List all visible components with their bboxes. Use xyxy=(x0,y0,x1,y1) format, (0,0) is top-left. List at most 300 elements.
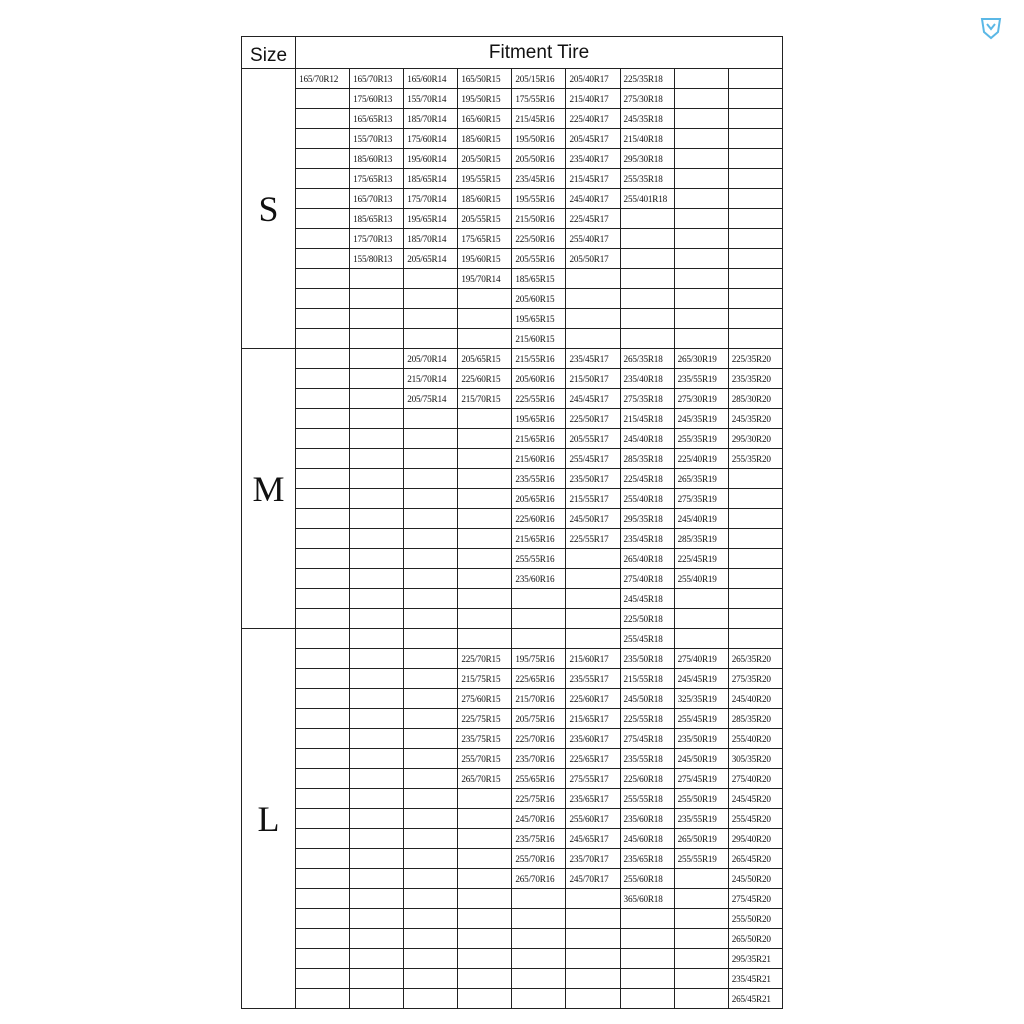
tire-size-cell: 285/35R20 xyxy=(728,709,782,729)
tire-size-cell: 205/50R17 xyxy=(566,249,620,269)
tire-size-cell: 275/40R18 xyxy=(620,569,674,589)
tire-size-cell xyxy=(350,729,404,749)
tire-size-cell: 215/60R16 xyxy=(512,449,566,469)
tire-size-cell: 245/45R17 xyxy=(566,389,620,409)
tire-size-cell xyxy=(350,869,404,889)
tire-size-cell: 165/60R14 xyxy=(404,69,458,89)
tire-size-cell: 235/50R18 xyxy=(620,649,674,669)
tire-size-cell xyxy=(404,529,458,549)
tire-size-cell xyxy=(458,489,512,509)
tire-size-cell xyxy=(350,689,404,709)
table-row xyxy=(242,849,783,869)
tire-size-cell xyxy=(458,469,512,489)
tire-size-cell: 245/35R19 xyxy=(674,409,728,429)
tire-size-cell xyxy=(404,489,458,509)
tire-size-cell: 225/35R20 xyxy=(728,349,782,369)
tire-size-cell xyxy=(620,989,674,1009)
tire-size-cell: 295/40R20 xyxy=(728,829,782,849)
tire-size-cell xyxy=(728,89,782,109)
tire-size-cell xyxy=(296,689,350,709)
tire-size-cell: 215/60R17 xyxy=(566,649,620,669)
tire-size-cell xyxy=(404,589,458,609)
size-label-m: M xyxy=(242,349,296,629)
tire-size-cell: 275/30R19 xyxy=(674,389,728,409)
tire-size-cell xyxy=(728,549,782,569)
table-row xyxy=(242,829,783,849)
tire-size-cell: 235/65R17 xyxy=(566,789,620,809)
tire-size-cell: 185/60R13 xyxy=(350,149,404,169)
table-row xyxy=(242,789,783,809)
tire-size-cell: 205/45R17 xyxy=(566,129,620,149)
tire-size-cell xyxy=(350,309,404,329)
tire-size-cell: 235/55R18 xyxy=(620,749,674,769)
tire-size-cell: 255/50R19 xyxy=(674,789,728,809)
tire-size-cell: 215/70R14 xyxy=(404,369,458,389)
tire-size-cell xyxy=(350,849,404,869)
tire-size-cell xyxy=(404,709,458,729)
tire-size-cell xyxy=(674,109,728,129)
tire-size-cell: 245/40R19 xyxy=(674,509,728,529)
tire-size-cell xyxy=(350,649,404,669)
tire-size-cell: 215/60R15 xyxy=(512,329,566,349)
tire-size-cell xyxy=(458,529,512,549)
tire-size-cell xyxy=(512,969,566,989)
tire-size-cell: 225/45R17 xyxy=(566,209,620,229)
tire-size-cell xyxy=(296,869,350,889)
tire-size-cell: 235/35R20 xyxy=(728,369,782,389)
tire-size-cell xyxy=(458,629,512,649)
tire-size-cell: 245/35R20 xyxy=(728,409,782,429)
tire-size-cell: 235/75R16 xyxy=(512,829,566,849)
tire-size-cell xyxy=(566,329,620,349)
tire-size-cell xyxy=(728,589,782,609)
tire-size-cell: 215/45R16 xyxy=(512,109,566,129)
tire-size-cell: 195/75R16 xyxy=(512,649,566,669)
tire-size-cell: 245/50R18 xyxy=(620,689,674,709)
tire-size-cell xyxy=(674,149,728,169)
tire-size-cell xyxy=(620,909,674,929)
tire-size-cell xyxy=(620,209,674,229)
tire-size-cell: 215/55R16 xyxy=(512,349,566,369)
tire-size-cell: 225/55R16 xyxy=(512,389,566,409)
tire-size-cell xyxy=(296,149,350,169)
tire-size-cell xyxy=(296,649,350,669)
tire-size-cell xyxy=(296,709,350,729)
tire-size-cell: 235/50R17 xyxy=(566,469,620,489)
tire-size-cell xyxy=(350,829,404,849)
tire-size-cell: 255/45R17 xyxy=(566,449,620,469)
table-row xyxy=(242,289,783,309)
tire-size-cell xyxy=(296,609,350,629)
tire-size-cell: 165/50R15 xyxy=(458,69,512,89)
tire-size-cell xyxy=(296,89,350,109)
tire-size-cell xyxy=(296,949,350,969)
tire-size-cell: 185/70R14 xyxy=(404,109,458,129)
tire-size-cell: 215/45R17 xyxy=(566,169,620,189)
tire-size-cell xyxy=(350,629,404,649)
tire-size-cell xyxy=(566,309,620,329)
tire-size-cell: 215/70R16 xyxy=(512,689,566,709)
tire-size-cell: 245/40R20 xyxy=(728,689,782,709)
tire-size-cell xyxy=(674,249,728,269)
tire-size-cell xyxy=(458,329,512,349)
tire-size-cell: 255/45R20 xyxy=(728,809,782,829)
tire-size-cell: 225/55R17 xyxy=(566,529,620,549)
tire-size-cell xyxy=(350,889,404,909)
tire-size-cell xyxy=(620,309,674,329)
tire-size-cell: 235/40R18 xyxy=(620,369,674,389)
tire-size-cell xyxy=(350,269,404,289)
tire-size-cell: 205/55R15 xyxy=(458,209,512,229)
tire-size-cell xyxy=(674,969,728,989)
tire-size-cell xyxy=(296,269,350,289)
tire-size-cell xyxy=(404,469,458,489)
tire-size-cell: 165/70R13 xyxy=(350,69,404,89)
table-row xyxy=(242,549,783,569)
tire-size-cell: 245/45R19 xyxy=(674,669,728,689)
tire-size-cell: 215/70R15 xyxy=(458,389,512,409)
tire-size-cell: 285/35R18 xyxy=(620,449,674,469)
table-row xyxy=(242,309,783,329)
tire-size-cell xyxy=(674,269,728,289)
tire-size-cell: 265/35R19 xyxy=(674,469,728,489)
tire-size-cell xyxy=(350,469,404,489)
table-row xyxy=(242,389,783,409)
tire-size-cell: 245/40R18 xyxy=(620,429,674,449)
tire-size-cell xyxy=(566,929,620,949)
table-row xyxy=(242,649,783,669)
tire-size-cell: 235/50R19 xyxy=(674,729,728,749)
tire-size-cell xyxy=(404,969,458,989)
tire-size-cell xyxy=(296,409,350,429)
tire-size-cell xyxy=(458,409,512,429)
tire-size-cell xyxy=(404,309,458,329)
fitment-tire-header: Fitment Tire xyxy=(296,37,783,69)
tire-size-cell xyxy=(674,89,728,109)
tire-size-cell: 175/65R13 xyxy=(350,169,404,189)
fitment-table xyxy=(241,36,783,1009)
tire-size-cell xyxy=(404,909,458,929)
tire-size-cell xyxy=(404,829,458,849)
table-row xyxy=(242,689,783,709)
tire-size-cell: 225/50R17 xyxy=(566,409,620,429)
tire-size-cell: 275/35R20 xyxy=(728,669,782,689)
tire-size-cell xyxy=(404,329,458,349)
tire-size-cell: 225/65R16 xyxy=(512,669,566,689)
tire-size-cell xyxy=(296,849,350,869)
tire-size-cell: 165/70R12 xyxy=(296,69,350,89)
tire-size-cell: 235/45R17 xyxy=(566,349,620,369)
tire-size-cell xyxy=(404,789,458,809)
table-row xyxy=(242,989,783,1009)
tire-size-cell xyxy=(350,369,404,389)
tire-size-cell xyxy=(296,369,350,389)
tire-size-cell xyxy=(512,589,566,609)
tire-size-cell: 295/30R18 xyxy=(620,149,674,169)
tire-size-cell xyxy=(296,209,350,229)
tire-size-cell xyxy=(350,709,404,729)
tire-size-cell: 195/60R14 xyxy=(404,149,458,169)
tire-size-cell: 235/60R16 xyxy=(512,569,566,589)
tire-size-cell xyxy=(350,909,404,929)
tire-size-cell: 265/45R20 xyxy=(728,849,782,869)
tire-size-cell: 255/55R16 xyxy=(512,549,566,569)
tire-size-cell: 205/40R17 xyxy=(566,69,620,89)
tire-size-cell: 195/55R16 xyxy=(512,189,566,209)
tire-size-cell: 255/45R19 xyxy=(674,709,728,729)
tire-size-cell xyxy=(566,549,620,569)
tire-size-cell xyxy=(566,909,620,929)
tire-size-cell xyxy=(458,609,512,629)
tire-size-cell xyxy=(296,789,350,809)
tire-size-cell: 165/60R15 xyxy=(458,109,512,129)
tire-size-cell xyxy=(458,429,512,449)
tire-size-cell: 225/70R16 xyxy=(512,729,566,749)
tire-size-cell: 195/55R15 xyxy=(458,169,512,189)
tire-size-cell: 195/50R16 xyxy=(512,129,566,149)
tire-size-cell xyxy=(458,809,512,829)
tire-size-cell: 275/35R18 xyxy=(620,389,674,409)
tire-size-cell xyxy=(296,449,350,469)
tire-size-cell xyxy=(458,569,512,589)
tire-size-cell xyxy=(296,969,350,989)
tire-size-cell xyxy=(296,769,350,789)
tire-size-cell: 215/75R15 xyxy=(458,669,512,689)
tire-size-cell xyxy=(674,209,728,229)
tire-size-cell xyxy=(296,529,350,549)
tire-size-cell xyxy=(728,509,782,529)
table-row xyxy=(242,149,783,169)
tire-size-cell: 215/40R17 xyxy=(566,89,620,109)
tire-size-cell: 245/65R17 xyxy=(566,829,620,849)
tire-size-cell xyxy=(404,549,458,569)
tire-size-cell: 225/65R17 xyxy=(566,749,620,769)
tire-size-cell: 285/30R20 xyxy=(728,389,782,409)
tire-size-cell xyxy=(458,509,512,529)
tire-size-cell xyxy=(728,329,782,349)
table-row xyxy=(242,889,783,909)
tire-size-cell: 245/45R18 xyxy=(620,589,674,609)
tire-size-cell xyxy=(296,309,350,329)
table-row xyxy=(242,269,783,289)
tire-size-cell: 265/70R16 xyxy=(512,869,566,889)
tire-size-cell: 255/401R18 xyxy=(620,189,674,209)
tire-size-cell xyxy=(296,629,350,649)
tire-size-cell xyxy=(728,469,782,489)
table-row xyxy=(242,949,783,969)
tire-size-cell xyxy=(674,289,728,309)
tire-size-cell: 205/50R15 xyxy=(458,149,512,169)
tire-size-cell xyxy=(566,589,620,609)
tire-size-cell xyxy=(674,129,728,149)
table-row xyxy=(242,189,783,209)
tire-size-cell xyxy=(296,669,350,689)
tire-size-cell: 235/75R15 xyxy=(458,729,512,749)
tire-size-cell: 265/40R18 xyxy=(620,549,674,569)
tire-size-cell xyxy=(566,889,620,909)
tire-size-cell: 225/75R16 xyxy=(512,789,566,809)
tire-size-cell: 185/65R14 xyxy=(404,169,458,189)
tire-size-cell xyxy=(458,549,512,569)
tire-size-cell xyxy=(620,269,674,289)
tire-size-cell: 225/60R16 xyxy=(512,509,566,529)
tire-size-cell xyxy=(404,869,458,889)
tire-size-cell xyxy=(296,289,350,309)
tire-size-cell: 225/35R18 xyxy=(620,69,674,89)
tire-size-cell: 175/60R14 xyxy=(404,129,458,149)
tire-size-cell: 255/35R19 xyxy=(674,429,728,449)
tire-size-cell xyxy=(404,649,458,669)
tire-size-cell xyxy=(350,489,404,509)
table-row xyxy=(242,129,783,149)
tire-size-cell xyxy=(620,229,674,249)
tire-size-cell xyxy=(728,309,782,329)
tire-size-cell xyxy=(458,289,512,309)
tire-size-cell xyxy=(512,889,566,909)
tire-size-cell xyxy=(674,869,728,889)
tire-size-cell xyxy=(674,329,728,349)
tire-size-cell xyxy=(728,609,782,629)
tire-size-cell xyxy=(512,629,566,649)
tire-size-cell: 195/65R14 xyxy=(404,209,458,229)
tire-size-cell: 215/40R18 xyxy=(620,129,674,149)
tire-size-cell xyxy=(404,449,458,469)
tire-size-cell: 185/70R14 xyxy=(404,229,458,249)
tire-size-cell xyxy=(350,949,404,969)
tire-size-cell xyxy=(458,989,512,1009)
tire-size-cell: 225/75R15 xyxy=(458,709,512,729)
tire-size-cell: 275/45R20 xyxy=(728,889,782,909)
tire-size-cell: 235/40R17 xyxy=(566,149,620,169)
tire-size-cell: 205/75R14 xyxy=(404,389,458,409)
tire-size-cell xyxy=(458,889,512,909)
tire-size-cell xyxy=(404,609,458,629)
tire-size-cell: 215/65R16 xyxy=(512,529,566,549)
tire-size-cell xyxy=(296,509,350,529)
tire-size-cell: 325/35R19 xyxy=(674,689,728,709)
tire-size-cell: 195/70R14 xyxy=(458,269,512,289)
tire-size-cell: 255/50R20 xyxy=(728,909,782,929)
tire-size-cell: 255/65R16 xyxy=(512,769,566,789)
tire-size-cell: 255/40R20 xyxy=(728,729,782,749)
tire-size-cell: 215/50R17 xyxy=(566,369,620,389)
tire-size-cell xyxy=(566,989,620,1009)
tire-size-cell xyxy=(350,929,404,949)
tire-size-cell: 235/60R18 xyxy=(620,809,674,829)
tire-size-cell xyxy=(296,549,350,569)
tire-size-cell xyxy=(674,169,728,189)
tire-size-cell: 205/65R15 xyxy=(458,349,512,369)
tire-size-cell: 215/65R16 xyxy=(512,429,566,449)
table-row xyxy=(242,929,783,949)
tire-size-cell: 205/60R15 xyxy=(512,289,566,309)
tire-size-cell xyxy=(566,969,620,989)
tire-size-cell xyxy=(350,769,404,789)
tire-size-cell xyxy=(728,629,782,649)
tire-size-cell: 235/65R18 xyxy=(620,849,674,869)
tire-size-cell xyxy=(404,769,458,789)
tire-size-cell xyxy=(296,329,350,349)
tire-size-cell xyxy=(566,289,620,309)
tire-size-cell: 275/45R19 xyxy=(674,769,728,789)
tire-size-cell xyxy=(296,489,350,509)
table-row xyxy=(242,349,783,369)
tire-size-cell xyxy=(674,909,728,929)
tire-size-cell: 155/80R13 xyxy=(350,249,404,269)
table-row xyxy=(242,409,783,429)
tire-size-cell xyxy=(512,609,566,629)
tire-size-cell xyxy=(566,609,620,629)
tire-size-cell xyxy=(350,529,404,549)
tire-size-cell: 165/70R13 xyxy=(350,189,404,209)
tire-size-cell: 175/65R15 xyxy=(458,229,512,249)
tire-size-cell xyxy=(350,589,404,609)
tire-size-cell: 225/45R19 xyxy=(674,549,728,569)
tire-size-cell xyxy=(674,69,728,89)
tire-size-cell xyxy=(728,249,782,269)
tire-size-cell: 185/60R15 xyxy=(458,129,512,149)
tire-size-cell: 235/45R16 xyxy=(512,169,566,189)
tire-size-cell xyxy=(728,209,782,229)
tire-size-cell: 225/40R17 xyxy=(566,109,620,129)
tire-size-cell xyxy=(458,949,512,969)
tire-size-cell xyxy=(674,309,728,329)
tire-size-cell: 265/50R19 xyxy=(674,829,728,849)
tire-size-cell xyxy=(728,269,782,289)
table-row xyxy=(242,629,783,649)
tire-size-cell xyxy=(296,349,350,369)
tire-size-cell: 235/55R16 xyxy=(512,469,566,489)
tire-size-cell xyxy=(404,749,458,769)
table-row xyxy=(242,369,783,389)
size-label-l: L xyxy=(242,629,296,1009)
tire-size-cell: 195/60R15 xyxy=(458,249,512,269)
tire-size-cell: 235/45R18 xyxy=(620,529,674,549)
table-row xyxy=(242,709,783,729)
tire-size-cell: 265/70R15 xyxy=(458,769,512,789)
tire-size-cell xyxy=(674,949,728,969)
table-row xyxy=(242,209,783,229)
tire-size-cell: 235/45R21 xyxy=(728,969,782,989)
tire-size-cell: 255/45R18 xyxy=(620,629,674,649)
tire-size-cell xyxy=(404,849,458,869)
table-header-row xyxy=(242,37,783,69)
tire-size-cell: 215/65R17 xyxy=(566,709,620,729)
tire-size-cell: 245/35R18 xyxy=(620,109,674,129)
tire-size-cell: 265/35R20 xyxy=(728,649,782,669)
tire-size-cell: 155/70R13 xyxy=(350,129,404,149)
tire-size-cell xyxy=(404,949,458,969)
table-row xyxy=(242,109,783,129)
table-row xyxy=(242,469,783,489)
tire-size-cell xyxy=(350,609,404,629)
tire-size-cell xyxy=(620,249,674,269)
tire-size-cell xyxy=(296,249,350,269)
table-row xyxy=(242,909,783,929)
tire-size-cell xyxy=(350,349,404,369)
tire-size-cell xyxy=(674,609,728,629)
tire-size-cell: 235/70R16 xyxy=(512,749,566,769)
tire-size-cell xyxy=(728,189,782,209)
shield-logo-icon xyxy=(980,16,1002,40)
tire-size-cell: 255/70R15 xyxy=(458,749,512,769)
tire-size-cell: 255/35R20 xyxy=(728,449,782,469)
tire-size-cell: 205/15R16 xyxy=(512,69,566,89)
tire-size-cell xyxy=(350,409,404,429)
tire-size-cell: 255/60R17 xyxy=(566,809,620,829)
tire-size-cell: 195/65R15 xyxy=(512,309,566,329)
tire-size-cell: 235/55R17 xyxy=(566,669,620,689)
